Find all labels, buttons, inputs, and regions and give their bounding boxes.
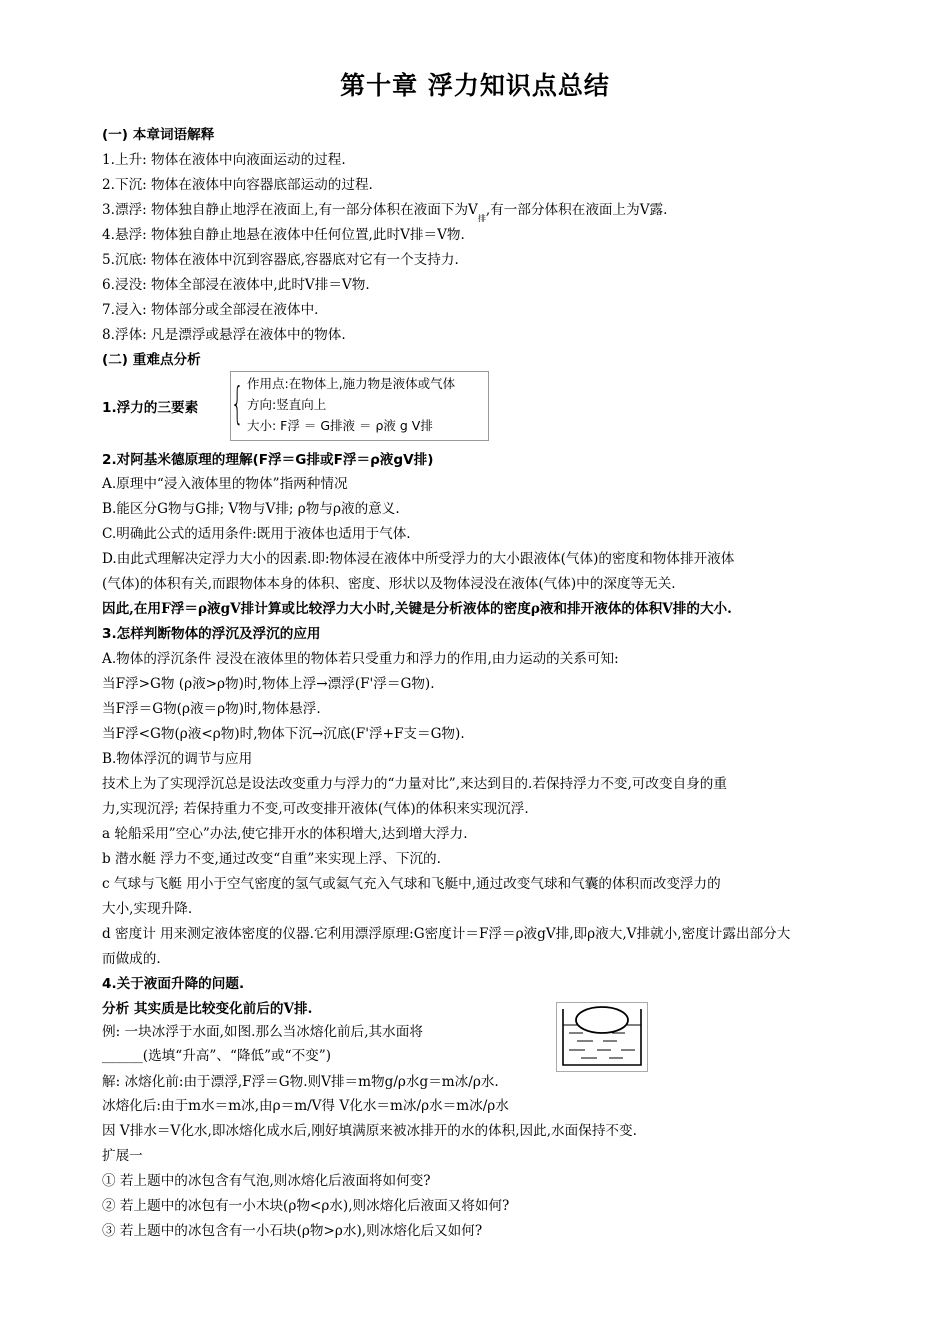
liquid-level-analysis: 分析 其实质是比较变化前后的V排. (102, 1001, 313, 1017)
term-8: 8.浮体: 凡是漂浮或悬浮在液体中的物体. (102, 327, 346, 343)
page-title: 第十章 浮力知识点总结 (340, 71, 610, 100)
term-4: 4.悬浮: 物体独自静止地悬在液体中任何位置,此时V排＝V物. (102, 227, 465, 243)
float-sink-heading: 3.怎样判断物体的浮沉及浮沉的应用 (102, 626, 321, 642)
archimedes-line-d2: (气体)的体积有关,而跟物体本身的体积、密度、形状以及物体浸没在液体(气体)中的深度等无关. (102, 576, 676, 592)
ice-in-water-figure (556, 1002, 648, 1072)
term-7: 7.浸入: 物体部分或全部浸在液体中. (102, 302, 319, 318)
float-sink-line: B.物体浮沉的调节与应用 (102, 751, 253, 767)
float-sink-line: b 潜水艇 浮力不变,通过改变“自重”来实现上浮、下沉的. (102, 851, 441, 867)
liquid-level-heading: 4.关于液面升降的问题. (102, 976, 245, 992)
term-1: 1.上升: 物体在液体中向液面运动的过程. (102, 152, 346, 168)
term-2: 2.下沉: 物体在液体中向容器底部运动的过程. (102, 177, 373, 193)
float-sink-line: a 轮船采用”空心”办法,使它排开水的体积增大,达到增大浮力. (102, 826, 468, 842)
float-sink-line: 大小,实现升降. (102, 901, 193, 917)
brace-icon: { (231, 378, 244, 429)
beaker-with-ice-icon (557, 1003, 647, 1071)
term-3 (102, 200, 667, 222)
three-elements-point: 作用点:在物体上,施力物是液体或气体 (247, 376, 456, 391)
term-3-sub: 排 (477, 214, 486, 223)
archimedes-line-c: C.明确此公式的适用条件:既用于液体也适用于气体. (102, 526, 411, 542)
float-sink-line: 当F浮<G物(ρ液<ρ物)时,物体下沉→沉底(F'浮+F支＝G物). (102, 726, 465, 742)
float-sink-line: d 密度计 用来测定液体密度的仪器.它利用漂浮原理:G密度计＝F浮＝ρ液gV排,即ρ液大,V排就小,密度计露出部分大 (102, 926, 791, 942)
extension-q2: ② 若上题中的冰包有一小木块(ρ物<ρ水),则冰熔化后液面又将如何? (102, 1198, 510, 1214)
term-5: 5.沉底: 物体在液体中沉到容器底,容器底对它有一个支持力. (102, 252, 459, 268)
liquid-level-solution-1: 解: 冰熔化前:由于漂浮,F浮＝G物.则V排＝m物g/ρ水g＝m冰/ρ水. (102, 1074, 499, 1090)
float-sink-line: 当F浮＝G物(ρ液＝ρ物)时,物体悬浮. (102, 701, 321, 717)
three-elements-direction: 方向:竖直向上 (247, 397, 327, 412)
liquid-level-solution-2: 冰熔化后:由于m水＝m冰,由ρ＝m/V得 V化水＝m冰/ρ水＝m冰/ρ水 (102, 1098, 509, 1114)
extension-q1: ① 若上题中的冰包含有气泡,则冰熔化后液面将如何变? (102, 1173, 431, 1189)
archimedes-line-a: A.原理中“浸入液体里的物体”指两种情况 (102, 476, 348, 492)
archimedes-line-b: B.能区分G物与G排; V物与V排; ρ物与ρ液的意义. (102, 501, 400, 517)
three-elements-magnitude: 大小: F浮 ＝ G排液 ＝ ρ液 g V排 (247, 418, 433, 433)
term-3-tail: ,有一部分体积在液面上为V露. (485, 202, 668, 218)
liquid-level-example: 例: 一块冰浮于水面,如图.那么当冰熔化前后,其水面将 (102, 1024, 423, 1040)
float-sink-line: 当F浮>G物 (ρ液>ρ物)时,物体上浮→漂浮(F'浮＝G物). (102, 676, 435, 692)
float-sink-line: 技术上为了实现浮沉总是设法改变重力与浮力的“力量对比”,来达到目的.若保持浮力不变,可改变自身的重 (102, 776, 727, 792)
section2-heading: (二) 重难点分析 (102, 352, 201, 368)
liquid-level-blank: ______(选填“升高”、“降低”或“不变”) (102, 1048, 332, 1064)
float-sink-line: 而做成的. (102, 951, 161, 967)
archimedes-conclusion: 因此,在用F浮＝ρ液gV排计算或比较浮力大小时,关键是分析液体的密度ρ液和排开液体的体积V排的大小. (102, 601, 732, 617)
extension-heading: 扩展一 (102, 1148, 143, 1164)
extension-q3: ③ 若上题中的冰包含有一小石块(ρ物>ρ水),则冰熔化后又如何? (102, 1223, 483, 1239)
float-sink-line: A.物体的浮沉条件 浸没在液体里的物体若只受重力和浮力的作用,由力运动的关系可知: (102, 651, 619, 667)
archimedes-line-d1: D.由此式理解决定浮力大小的因素.即:物体浸在液体中所受浮力的大小跟液体(气体)的密度和物体排开液体 (102, 551, 735, 567)
section1-heading: (一) 本章词语解释 (102, 127, 215, 143)
liquid-level-solution-3: 因 V排水＝V化水,即冰熔化成水后,刚好填满原来被冰排开的水的体积,因此,水面保持不变. (102, 1123, 637, 1139)
buoyancy-three-elements-label: 1.浮力的三要素 (102, 400, 199, 416)
float-sink-line: 力,实现沉浮; 若保持重力不变,可改变排开液体(气体)的体积来实现沉浮. (102, 801, 529, 817)
term-6: 6.浸没: 物体全部浸在液体中,此时V排＝V物. (102, 277, 370, 293)
float-sink-line: c 气球与飞艇 用小于空气密度的氢气或氦气充入气球和飞艇中,通过改变气球和气囊的体积而改变浮力的 (102, 876, 721, 892)
term-3-text: 3.漂浮: 物体独自静止地浮在液面上,有一部分体积在液面下为V (102, 202, 478, 218)
archimedes-heading: 2.对阿基米德原理的理解(F浮＝G排或F浮＝ρ液gV排) (102, 452, 434, 468)
